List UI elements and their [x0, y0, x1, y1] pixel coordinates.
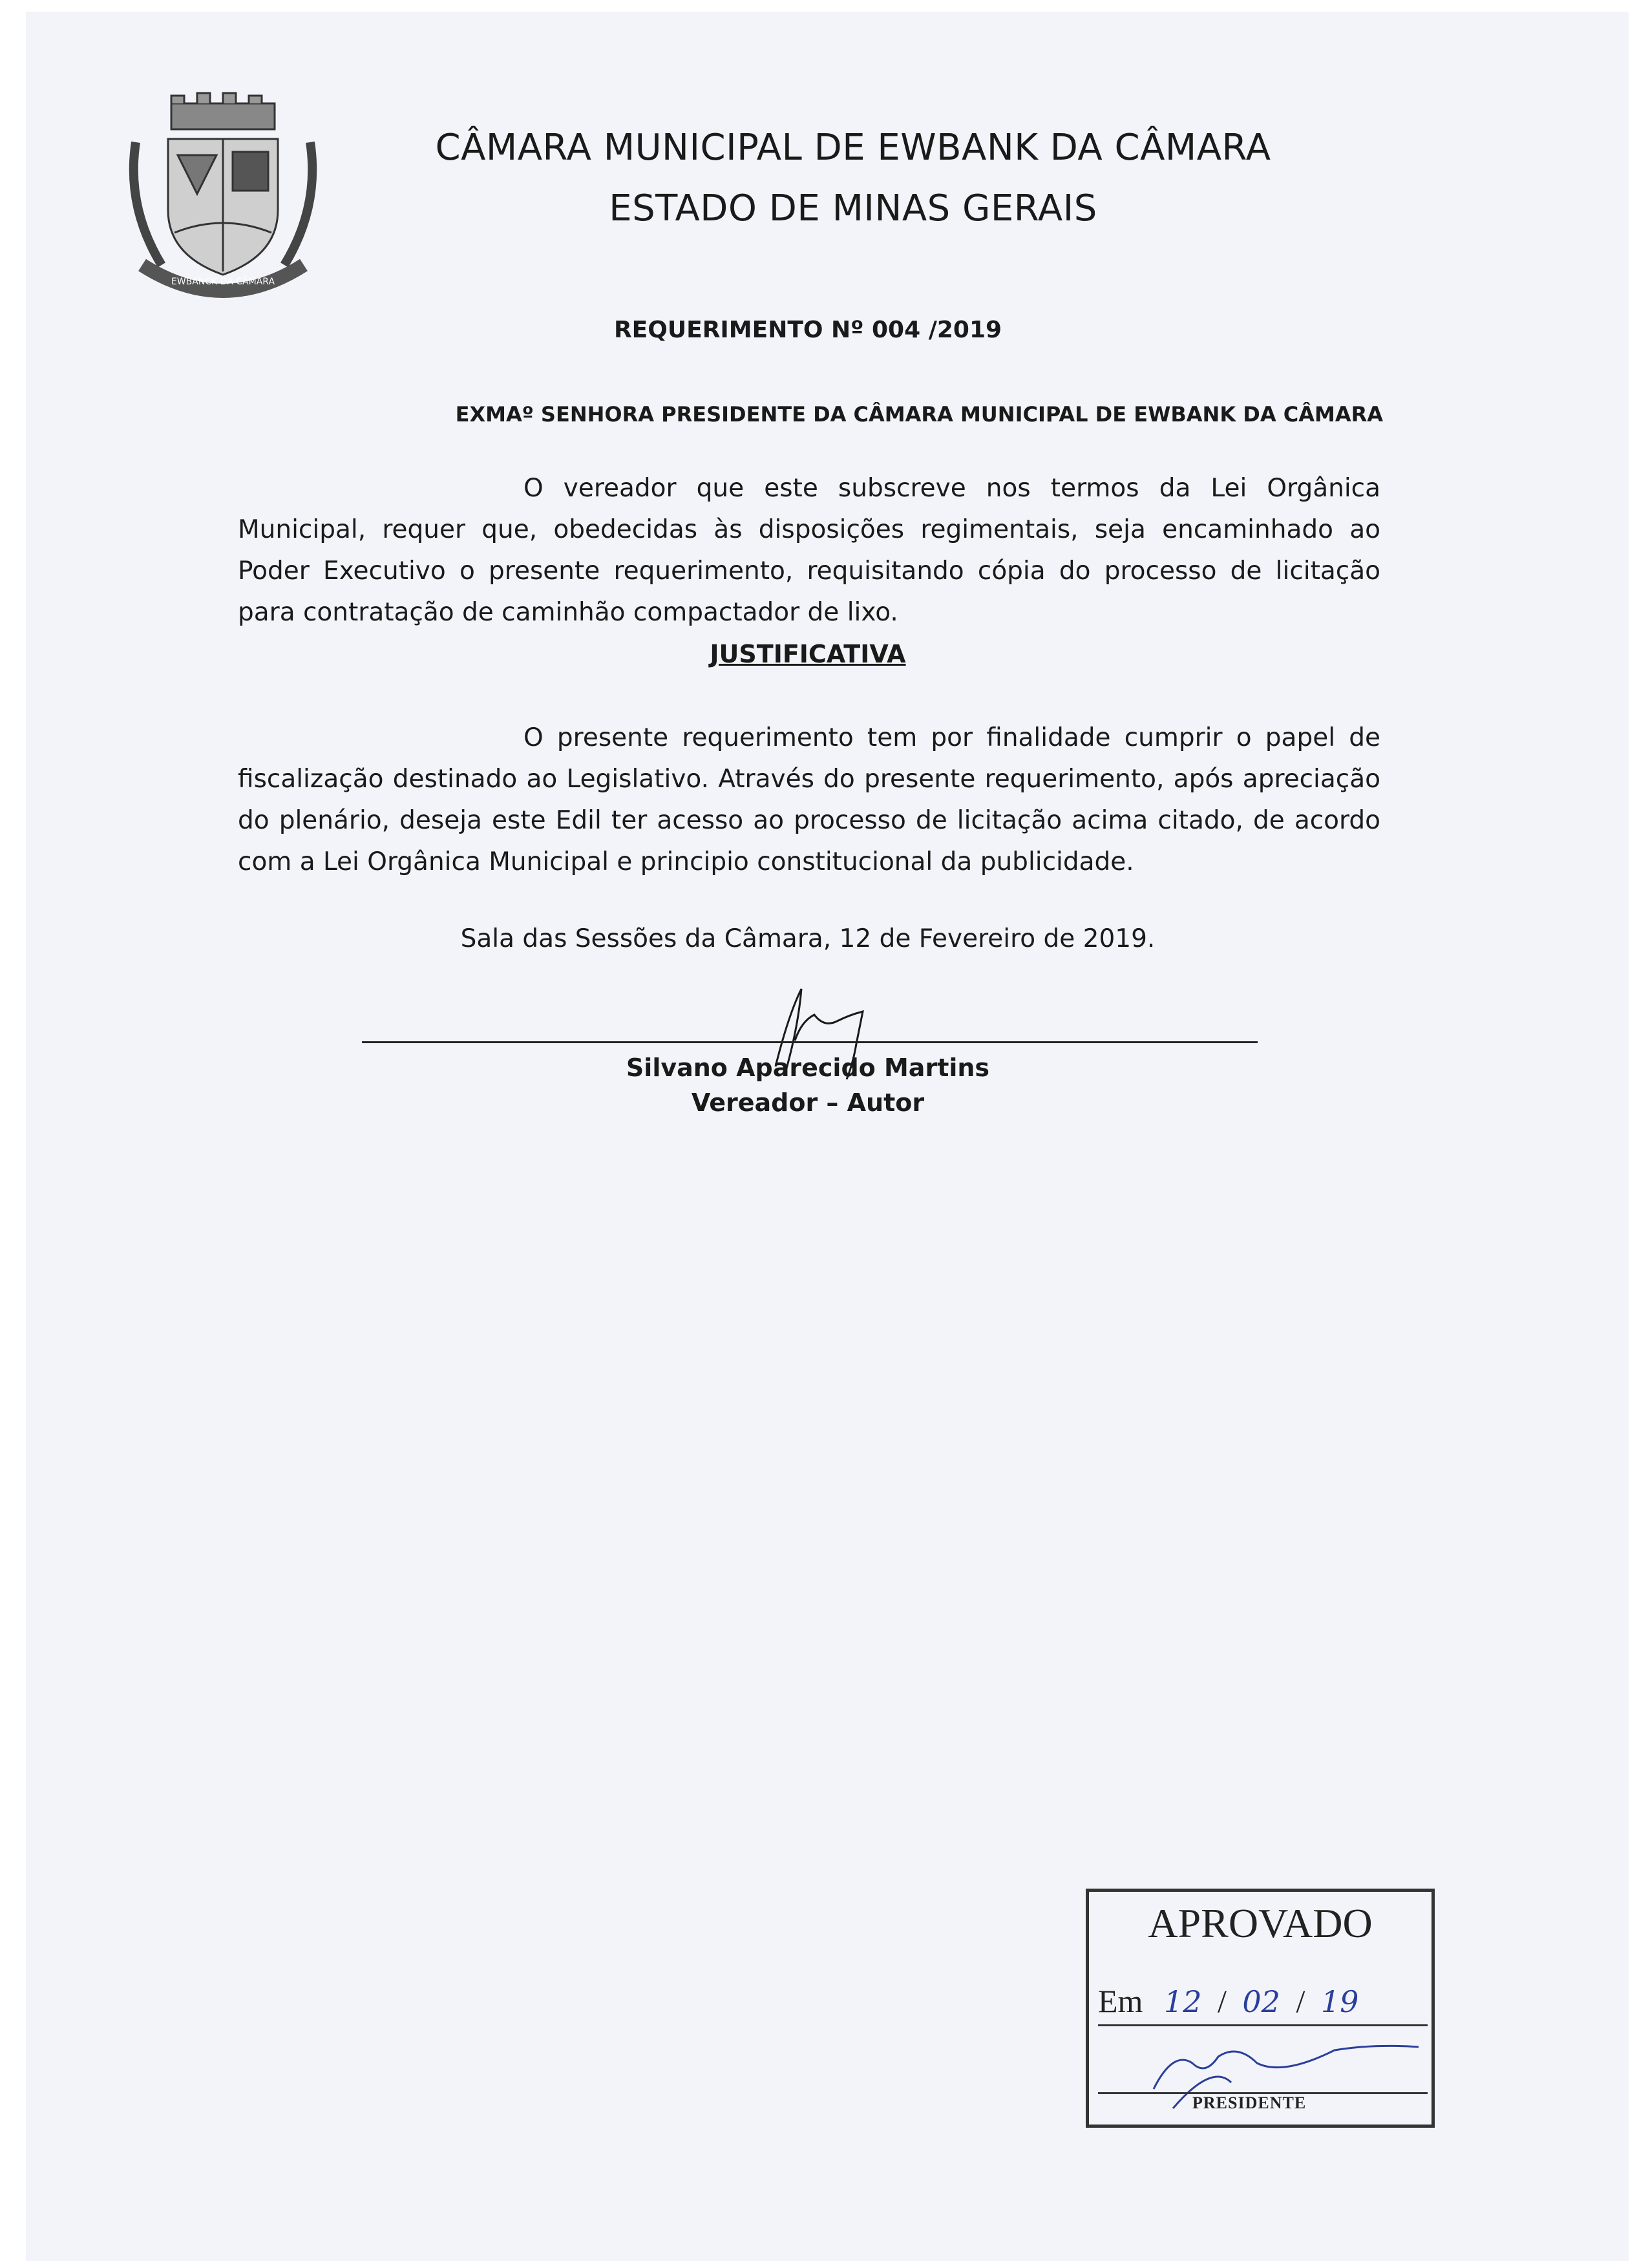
addressee: EXMAº SENHORA PRESIDENTE DA CÂMARA MUNICIPAL DE EWBANK DA CÂMARA: [455, 402, 1383, 427]
page-title: CÂMARA MUNICIPAL DE EWBANK DA CÂMARA: [435, 127, 1271, 169]
signature-line: [362, 1041, 1258, 1043]
municipal-crest-icon: [123, 90, 323, 304]
stamp-date-line: [1098, 2024, 1428, 2026]
signer-name: Silvano Aparecido Martins: [626, 1054, 990, 1082]
stamp-title: APROVADO: [1148, 1900, 1373, 1946]
stamp-date-prefix: Em: [1098, 1983, 1143, 2019]
stamp-year: 19: [1320, 1984, 1359, 2019]
stamp-day: 12: [1163, 1984, 1202, 2019]
signer-role: Vereador – Autor: [691, 1088, 925, 1117]
crest-ribbon-text: EWBANCK DA CÂMARA: [171, 277, 275, 287]
stamp-date: Em 12 / 02 / 19: [1098, 1983, 1359, 2019]
stamp-president-label: PRESIDENTE: [1192, 2093, 1307, 2112]
document-number: REQUERIMENTO Nº 004 /2019: [613, 317, 1002, 343]
approval-stamp: [1086, 1889, 1435, 2128]
page-subtitle: ESTADO DE MINAS GERAIS: [609, 187, 1097, 229]
request-paragraph: O vereador que este subscreve nos termos da Lei Orgânica Municipal, requer que, obedecidas às disposições regimentais, seja encaminhado ao Poder Executivo o presente requerimento, requisitando cópia do processo de licitação para contratação de caminhão compactador de lixo.: [238, 474, 1380, 627]
justification-paragraph: O presente requerimento tem por finalidade cumprir o papel de fiscalização destinado ao Legislativo. Através do presente requerimento, após apreciação do plenário, deseja este Edil ter acesso ao processo de licitação acima citado, de acordo com a Lei Orgânica Municipal e principio constitucional da publicidade.: [238, 723, 1380, 876]
justification-heading: JUSTIFICATIVA: [710, 640, 906, 668]
stamp-month: 02: [1242, 1984, 1280, 2019]
closing-location-date: Sala das Sessões da Câmara, 12 de Fevereiro de 2019.: [460, 924, 1156, 953]
